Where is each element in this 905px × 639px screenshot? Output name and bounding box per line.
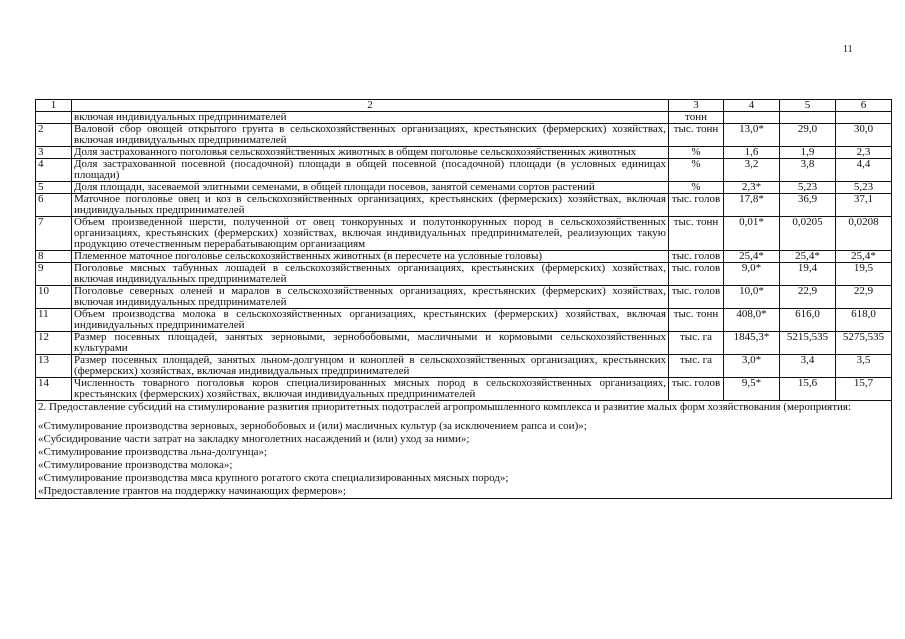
header-cell: 3 — [669, 100, 724, 112]
unit-cell: тонн — [669, 112, 724, 124]
header-cell: 1 — [36, 100, 72, 112]
unit-cell: тыс. га — [669, 355, 724, 378]
value-year2-cell: 15,6 — [780, 378, 836, 401]
value-year2-cell: 29,0 — [780, 124, 836, 147]
indicator-text-cell: Поголовье северных оленей и маралов в сельскохозяйственных организациях, крестьянских (фермерских) хозяйствах, включая индивидуальных предпринимателей — [72, 286, 669, 309]
indicator-text-cell: Маточное поголовье овец и коз в сельскохозяйственных организациях, крестьянских (фермерских) хозяйствах, включая индивидуальных предпринимателей — [72, 194, 669, 217]
indicator-text-cell: Доля застрахованной посевной (посадочной) площади в общей посевной (посадочной) площади (в условных единицах площади) — [72, 159, 669, 182]
value-year2-cell: 25,4* — [780, 251, 836, 263]
indicator-text-cell: Поголовье мясных табунных лошадей в сельскохозяйственных организациях, крестьянских (фермерских) хозяйствах, включая индивидуальных предпринимателей — [72, 263, 669, 286]
row-number-cell: 4 — [36, 159, 72, 182]
table-row — [36, 182, 892, 194]
value-year1-cell: 2,3* — [724, 182, 780, 194]
table-row — [36, 217, 892, 251]
value-year3-cell: 37,1 — [836, 194, 892, 217]
table-row — [36, 194, 892, 217]
table-header-row — [36, 100, 892, 112]
value-year1-cell: 17,8* — [724, 194, 780, 217]
unit-cell: тыс. голов — [669, 251, 724, 263]
row-number-cell: 6 — [36, 194, 72, 217]
indicator-text-cell: Доля застрахованного поголовья сельскохозяйственных животных в общем поголовье сельскохозяйственных животных — [72, 147, 669, 159]
section-row — [36, 401, 892, 499]
value-year2-cell: 3,4 — [780, 355, 836, 378]
indicator-text-cell: Объем производства молока в сельскохозяйственных организациях, крестьянских (фермерских) хозяйствах, включая индивидуальных предпринимателей — [72, 309, 669, 332]
value-year1-cell: 3,0* — [724, 355, 780, 378]
unit-cell: тыс. тонн — [669, 217, 724, 251]
value-year1-cell: 9,5* — [724, 378, 780, 401]
unit-cell: тыс. голов — [669, 263, 724, 286]
indicator-text-cell: Размер посевных площадей, занятых льном-долгунцом и коноплей в сельскохозяйственных организациях, крестьянских (фермерских) хозяйствах, включая индивидуальных предпринимателей — [72, 355, 669, 378]
value-year2-cell: 3,8 — [780, 159, 836, 182]
value-year2-cell: 22,9 — [780, 286, 836, 309]
value-year2-cell: 0,0205 — [780, 217, 836, 251]
row-number-cell: 12 — [36, 332, 72, 355]
indicator-text-cell: Племенное маточное поголовье сельскохозяйственных животных (в пересчете на условные головы) — [72, 251, 669, 263]
row-number-cell: 2 — [36, 124, 72, 147]
row-number-cell: 8 — [36, 251, 72, 263]
unit-cell: % — [669, 159, 724, 182]
row-number-cell: 3 — [36, 147, 72, 159]
table-row — [36, 378, 892, 401]
table-row — [36, 112, 892, 124]
row-number-cell: 13 — [36, 355, 72, 378]
value-year3-cell: 5,23 — [836, 182, 892, 194]
value-year3-cell: 2,3 — [836, 147, 892, 159]
value-year2-cell: 19,4 — [780, 263, 836, 286]
row-number-cell: 10 — [36, 286, 72, 309]
value-year3-cell: 19,5 — [836, 263, 892, 286]
unit-cell: тыс. голов — [669, 378, 724, 401]
value-year1-cell: 408,0* — [724, 309, 780, 332]
measure-item: «Стимулирование производства зерновых, зернобобовых и (или) масличных культур (за исключением рапса и сои)»; — [38, 420, 587, 432]
page-number: 11 — [843, 44, 853, 55]
value-year1-cell: 13,0* — [724, 124, 780, 147]
indicator-text-cell: Объем произведенной шерсти, полученной от овец тонкорунных и полутонкорунных пород в сельскохозяйственных организациях, крестьянских (фермерских) хозяйствах, включая индивидуальных предпринимателей, реализующих такую продукцию отечественным перерабатывающим организациям — [72, 217, 669, 251]
table-row — [36, 251, 892, 263]
row-number-cell: 5 — [36, 182, 72, 194]
table-body — [36, 112, 892, 401]
header-cell: 5 — [780, 100, 836, 112]
unit-cell: тыс. голов — [669, 286, 724, 309]
value-year3-cell: 5275,535 — [836, 332, 892, 355]
unit-cell: % — [669, 182, 724, 194]
row-number-cell: 11 — [36, 309, 72, 332]
value-year1-cell: 0,01* — [724, 217, 780, 251]
unit-cell: тыс. голов — [669, 194, 724, 217]
measures-list — [38, 420, 889, 498]
header-cell: 6 — [836, 100, 892, 112]
unit-cell: % — [669, 147, 724, 159]
value-year3-cell: 22,9 — [836, 286, 892, 309]
value-year3-cell: 618,0 — [836, 309, 892, 332]
section-title: 2. Предоставление субсидий на стимулирование развития приоритетных подотраслей агропромышленного комплекса и развитие малых форм хозяйствования (мероприятия: — [38, 401, 852, 413]
table-row — [36, 124, 892, 147]
section-cell — [36, 401, 892, 499]
row-number-cell — [36, 112, 72, 124]
value-year3-cell: 25,4* — [836, 251, 892, 263]
value-year1-cell: 25,4* — [724, 251, 780, 263]
table-row — [36, 355, 892, 378]
value-year1-cell: 3,2 — [724, 159, 780, 182]
table-row — [36, 332, 892, 355]
value-year2-cell: 1,9 — [780, 147, 836, 159]
value-year2-cell: 5,23 — [780, 182, 836, 194]
unit-cell: тыс. тонн — [669, 309, 724, 332]
table-row — [36, 263, 892, 286]
value-year2-cell: 616,0 — [780, 309, 836, 332]
table-row — [36, 147, 892, 159]
indicators-table — [35, 99, 892, 499]
row-number-cell: 9 — [36, 263, 72, 286]
value-year3-cell: 3,5 — [836, 355, 892, 378]
indicator-text-cell: Размер посевных площадей, занятых зерновыми, зернобобовыми, масличными и кормовыми сельскохозяйственных культурами — [72, 332, 669, 355]
unit-cell: тыс. га — [669, 332, 724, 355]
header-cell: 2 — [72, 100, 669, 112]
value-year1-cell: 10,0* — [724, 286, 780, 309]
indicator-text-cell: Доля площади, засеваемой элитными семенами, в общей площади посевов, занятой семенами сортов растений — [72, 182, 669, 194]
header-cell: 4 — [724, 100, 780, 112]
measure-item: «Стимулирование производства мяса крупного рогатого скота специализированных мясных пород»; — [38, 472, 509, 484]
indicator-text-cell: Численность товарного поголовья коров специализированных мясных пород в сельскохозяйственных организациях, крестьянских (фермерских) хозяйствах, включая индивидуальных предпринимателей — [72, 378, 669, 401]
table-row — [36, 286, 892, 309]
value-year1-cell: 9,0* — [724, 263, 780, 286]
value-year3-cell: 30,0 — [836, 124, 892, 147]
value-year3-cell: 4,4 — [836, 159, 892, 182]
value-year2-cell: 36,9 — [780, 194, 836, 217]
value-year3-cell: 0,0208 — [836, 217, 892, 251]
measure-item: «Стимулирование производства льна-долгунца»; — [38, 446, 268, 458]
value-year1-cell — [724, 112, 780, 124]
table-row — [36, 159, 892, 182]
value-year1-cell: 1,6 — [724, 147, 780, 159]
measure-item: «Субсидирование части затрат на закладку многолетних насаждений и (или) уход за ними»; — [38, 433, 470, 445]
unit-cell: тыс. тонн — [669, 124, 724, 147]
value-year3-cell: 15,7 — [836, 378, 892, 401]
measure-item: «Предоставление грантов на поддержку начинающих фермеров»; — [38, 485, 346, 497]
indicator-text-cell: Валовой сбор овощей открытого грунта в сельскохозяйственных организациях, крестьянских (фермерских) хозяйствах, включая индивидуальных предпринимателей — [72, 124, 669, 147]
value-year3-cell — [836, 112, 892, 124]
table-row — [36, 309, 892, 332]
indicator-text-cell: включая индивидуальных предпринимателей — [72, 112, 669, 124]
row-number-cell: 14 — [36, 378, 72, 401]
value-year2-cell: 5215,535 — [780, 332, 836, 355]
value-year1-cell: 1845,3* — [724, 332, 780, 355]
measure-item: «Стимулирование производства молока»; — [38, 459, 233, 471]
value-year2-cell — [780, 112, 836, 124]
row-number-cell: 7 — [36, 217, 72, 251]
